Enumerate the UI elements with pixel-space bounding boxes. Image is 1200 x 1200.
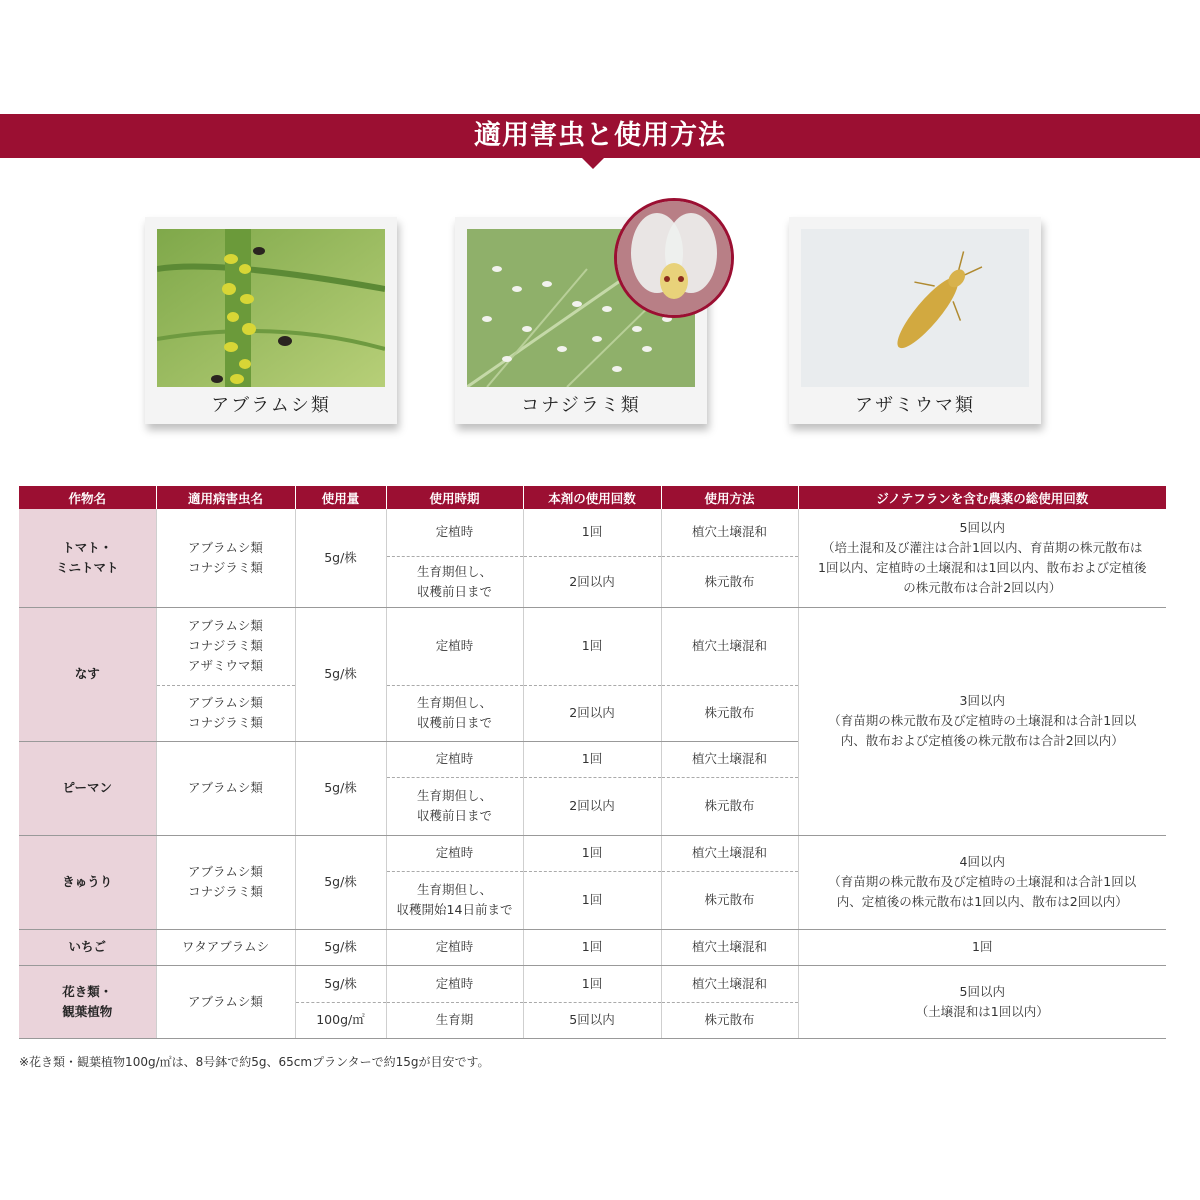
banner-notch: [581, 157, 605, 169]
table-header-row: [19, 486, 1166, 509]
table-row: [19, 835, 1166, 871]
timing-cell: 定植時: [386, 835, 523, 871]
aphid-photo: [157, 229, 385, 387]
pest-label-thrips: アザミウマ類: [855, 395, 975, 416]
timing-cell: 定植時: [386, 741, 523, 777]
header-timing: 使用時期: [386, 486, 523, 509]
pest-label-aphid: アブラムシ類: [211, 395, 331, 416]
crop-ichigo: いちご: [19, 929, 156, 965]
count-cell: 1回: [523, 607, 661, 685]
total-cell: 1回: [798, 929, 1166, 965]
timing-cell: 定植時: [386, 929, 523, 965]
pest-cell: アブラムシ類: [156, 965, 295, 1038]
method-cell: 株元散布: [661, 556, 798, 607]
table-row: [19, 929, 1166, 965]
usage-table: [19, 486, 1166, 1039]
header-pest: 適用病害虫名: [156, 486, 295, 509]
crop-piman: ピーマン: [19, 741, 156, 835]
header-amount: 使用量: [295, 486, 386, 509]
amount-cell: 5g/株: [295, 607, 386, 741]
table-row: [19, 965, 1166, 1002]
timing-cell: 生育期但し、 収穫開始14日前まで: [386, 871, 523, 929]
pest-cell: アブラムシ類 コナジラミ類 アザミウマ類: [156, 607, 295, 685]
timing-cell: 定植時: [386, 509, 523, 556]
amount-cell: 5g/株: [295, 741, 386, 835]
amount-cell: 100g/㎡: [295, 1002, 386, 1038]
count-cell: 1回: [523, 509, 661, 556]
timing-cell: 生育期但し、 収穫前日まで: [386, 777, 523, 835]
crop-kyuri: きゅうり: [19, 835, 156, 929]
pest-cell: アブラムシ類: [156, 741, 295, 835]
timing-cell: 定植時: [386, 965, 523, 1002]
pest-label-whitefly: コナジラミ類: [521, 395, 641, 416]
count-cell: 1回: [523, 741, 661, 777]
method-cell: 株元散布: [661, 1002, 798, 1038]
crop-flowers: 花き類・ 観葉植物: [19, 965, 156, 1038]
crop-nasu: なす: [19, 607, 156, 741]
page-title: 適用害虫と使用方法: [474, 120, 726, 151]
header-crop: 作物名: [19, 486, 156, 509]
timing-cell: 生育期但し、 収穫前日まで: [386, 685, 523, 741]
count-cell: 5回以内: [523, 1002, 661, 1038]
thrips-photo: [801, 229, 1029, 387]
count-cell: 2回以内: [523, 777, 661, 835]
method-cell: 植穴土壌混和: [661, 929, 798, 965]
pest-cell: アブラムシ類 コナジラミ類: [156, 835, 295, 929]
count-cell: 1回: [523, 929, 661, 965]
method-cell: 株元散布: [661, 871, 798, 929]
timing-cell: 生育期: [386, 1002, 523, 1038]
total-cell: 4回以内 （育苗期の株元散布及び定植時の土壌混和は合計1回以 内、定植後の株元散布は1回以内、散布は2回以内）: [798, 835, 1166, 929]
header-total: ジノテフランを含む農薬の総使用回数: [798, 486, 1166, 509]
total-cell: 5回以内 （土壌混和は1回以内）: [798, 965, 1166, 1038]
count-cell: 1回: [523, 965, 661, 1002]
method-cell: 株元散布: [661, 685, 798, 741]
method-cell: 株元散布: [661, 777, 798, 835]
total-cell: 5回以内 （培土混和及び灌注は合計1回以内、育苗期の株元散布は 1回以内、定植時の土壌混和は1回以内、散布および定植後 の株元散布は合計2回以内）: [798, 509, 1166, 607]
timing-cell: 生育期但し、 収穫前日まで: [386, 556, 523, 607]
amount-cell: 5g/株: [295, 965, 386, 1002]
timing-cell: 定植時: [386, 607, 523, 685]
amount-cell: 5g/株: [295, 835, 386, 929]
pest-card-thrips: [789, 217, 1041, 424]
amount-cell: 5g/株: [295, 929, 386, 965]
whitefly-closeup-icon: [614, 198, 734, 318]
method-cell: 植穴土壌混和: [661, 835, 798, 871]
table-row: [19, 607, 1166, 685]
amount-cell: 5g/株: [295, 509, 386, 607]
pest-cell: アブラムシ類 コナジラミ類: [156, 685, 295, 741]
total-cell: 3回以内 （育苗期の株元散布及び定植時の土壌混和は合計1回以 内、散布および定植後の株元散布は合計2回以内）: [798, 607, 1166, 835]
header-count: 本剤の使用回数: [523, 486, 661, 509]
footnote: ※花き類・観葉植物100g/㎡は、8号鉢で約5g、65cmプランターで約15gが目安です。: [19, 1055, 490, 1069]
count-cell: 2回以内: [523, 685, 661, 741]
pest-cell: ワタアブラムシ: [156, 929, 295, 965]
count-cell: 1回: [523, 871, 661, 929]
header-method: 使用方法: [661, 486, 798, 509]
method-cell: 植穴土壌混和: [661, 741, 798, 777]
method-cell: 植穴土壌混和: [661, 509, 798, 556]
count-cell: 2回以内: [523, 556, 661, 607]
pest-cell: アブラムシ類 コナジラミ類: [156, 509, 295, 607]
crop-tomato: トマト・ ミニトマト: [19, 509, 156, 607]
table-row: [19, 509, 1166, 556]
pest-card-aphid: [145, 217, 397, 424]
method-cell: 植穴土壌混和: [661, 965, 798, 1002]
count-cell: 1回: [523, 835, 661, 871]
method-cell: 植穴土壌混和: [661, 607, 798, 685]
